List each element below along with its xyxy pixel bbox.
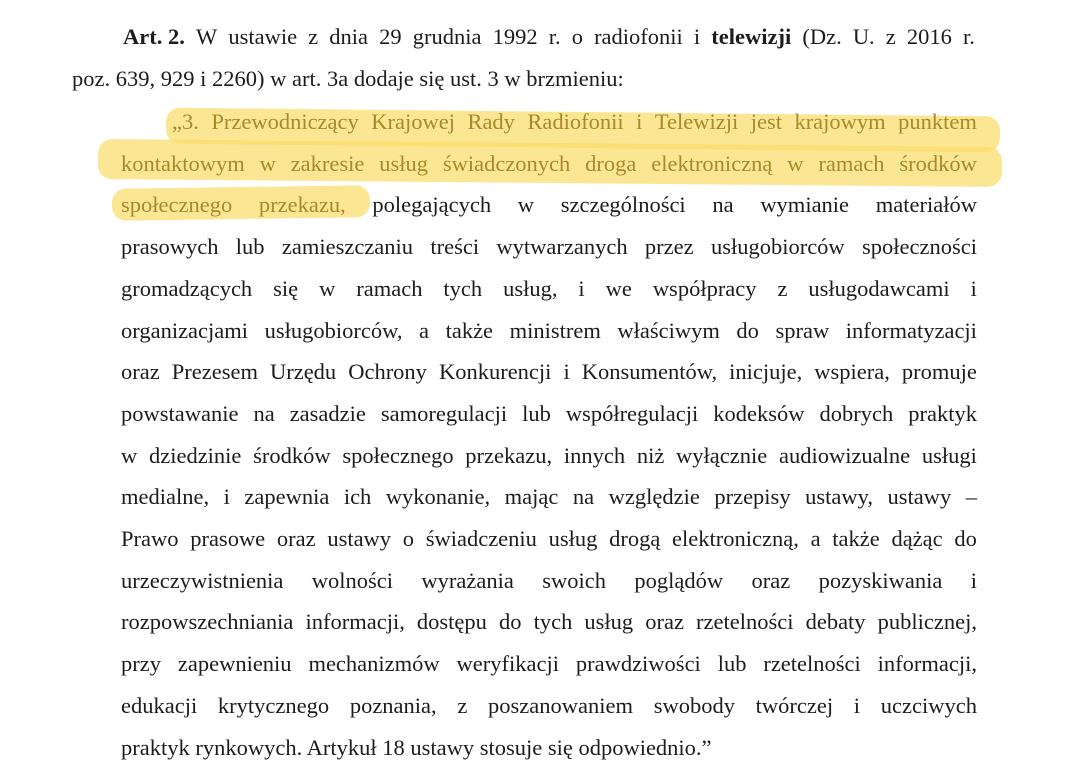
amendment-word: w <box>259 150 276 176</box>
article-intro-line-2: poz. 639, 929 i 2260) w art. 3a dodaje się ust. 3 w brzmieniu: <box>72 66 624 91</box>
intro-word: grudnia <box>412 24 482 49</box>
intro-word: ustawie <box>228 24 298 49</box>
amendment-word: we <box>605 275 632 301</box>
amendment-word: prasowe <box>190 526 266 551</box>
amendment-word: poglądów <box>634 567 724 593</box>
amendment-word: informacji, <box>305 609 405 635</box>
amendment-line <box>121 316 977 346</box>
amendment-word: szczególności <box>560 192 686 218</box>
amendment-word: tych <box>443 275 483 301</box>
amendment-word: także <box>445 317 494 343</box>
amendment-word: społeczności <box>862 234 977 260</box>
amendment-word: do <box>736 317 759 343</box>
amendment-line <box>121 482 977 512</box>
amendment-line <box>121 232 977 262</box>
amendment-word: – <box>965 484 977 510</box>
amendment-word: oraz <box>121 359 160 385</box>
amendment-word: dobrych <box>819 400 894 426</box>
amendment-word: rzetelności <box>763 651 861 677</box>
amendment-word: Radiofonii <box>527 109 624 134</box>
amendment-word: powstawanie <box>121 400 239 426</box>
amendment-word: oraz <box>276 526 316 551</box>
amendment-word: i <box>578 275 585 301</box>
amendment-word: droga <box>585 150 637 176</box>
amendment-word: właściwym <box>617 317 720 343</box>
amendment-word: Prezesem <box>171 359 258 385</box>
amendment-word: krytycznego <box>217 692 330 718</box>
amendment-word: usługobiorców <box>710 234 845 260</box>
amendment-word: dążąc <box>891 526 943 551</box>
amendment-line <box>121 607 977 637</box>
amendment-word: swoich <box>542 567 606 593</box>
intro-word: telewizji <box>711 24 792 49</box>
amendment-word: treści <box>430 234 480 260</box>
amendment-word: Konsumentów, <box>581 359 718 385</box>
amendment-word: audiowizualne <box>778 442 911 468</box>
amendment-word: krajowym <box>794 109 886 134</box>
intro-word: i <box>693 24 701 49</box>
amendment-word: przekazu, <box>465 442 553 468</box>
amendment-word: z <box>777 275 788 301</box>
amendment-word: jest <box>750 109 782 134</box>
amendment-line <box>121 149 977 179</box>
amendment-word: prasowych <box>121 234 219 260</box>
amendment-word: zasadzie <box>289 400 366 426</box>
amendment-word: ministrem <box>509 317 601 343</box>
intro-word: radiofonii <box>594 24 683 49</box>
amendment-word: także <box>832 526 880 551</box>
amendment-word: na <box>253 400 275 426</box>
amendment-word: do <box>499 609 522 635</box>
amendment-word: Przewodniczący <box>211 109 359 134</box>
amendment-word: dostępu <box>416 609 487 635</box>
amendment-word: informacji, <box>877 651 977 677</box>
amendment-line <box>121 274 977 304</box>
amendment-word: ramach <box>356 275 423 301</box>
amendment-word: materiałów <box>875 192 977 218</box>
intro-word: z <box>308 24 319 49</box>
amendment-word: Ochrony <box>348 359 427 385</box>
intro-word: 29 <box>379 24 402 49</box>
amendment-word: praktyk <box>908 400 977 426</box>
amendment-word: w <box>319 275 336 301</box>
amendment-word: usług, <box>503 275 558 301</box>
amendment-word: o <box>402 526 415 551</box>
amendment-word: środków <box>899 150 977 176</box>
amendment-word: „3. <box>172 109 199 134</box>
amendment-word: usługobiorców, <box>264 317 403 343</box>
amendment-word: Konkurencji <box>438 359 552 385</box>
amendment-line <box>121 691 977 721</box>
amendment-word: kodeksów <box>713 400 805 426</box>
amendment-word: rozpowszechniania <box>121 609 294 635</box>
intro-word: r. <box>963 24 975 49</box>
amendment-word: z <box>457 692 468 718</box>
amendment-word: w <box>517 192 535 218</box>
amendment-line <box>121 649 977 679</box>
amendment-word: innych <box>563 442 626 468</box>
amendment-word: ustawy <box>327 526 392 551</box>
amendment-word: uczciwych <box>880 692 977 718</box>
intro-word: r. <box>548 24 561 49</box>
amendment-word: i <box>853 692 861 718</box>
amendment-word: Krajowej <box>371 109 455 134</box>
article-title: Art. 2. <box>123 24 185 49</box>
amendment-word: polegających <box>372 192 492 218</box>
amendment-line <box>121 566 977 596</box>
amendment-word: usług <box>379 150 428 176</box>
amendment-word: elektroniczną <box>651 150 773 176</box>
amendment-word: dziedzinie <box>148 442 242 468</box>
amendment-word: usług <box>584 609 634 635</box>
amendment-word: punktem <box>898 109 977 134</box>
amendment-word: mechanizmów <box>308 651 440 677</box>
amendment-word: gromadzących <box>121 275 253 301</box>
amendment-line <box>121 190 977 220</box>
amendment-word: debaty <box>805 609 866 635</box>
amendment-word: zapewnia <box>244 484 330 510</box>
amendment-word: usługi <box>921 442 977 468</box>
amendment-word: Urzędu <box>269 359 337 385</box>
amendment-word: pozyskiwania <box>818 567 943 593</box>
amendment-word: i <box>636 109 643 134</box>
amendment-word: Rady <box>467 109 515 134</box>
amendment-line <box>121 399 977 429</box>
amendment-word: twórczej <box>755 692 834 718</box>
amendment-word: inicjuje, <box>729 359 803 385</box>
amendment-word: poszanowaniem <box>488 692 633 718</box>
intro-word: (Dz. <box>802 24 842 49</box>
amendment-word: niż <box>636 442 665 468</box>
amendment-word: lub <box>717 651 747 677</box>
amendment-line <box>121 357 977 387</box>
intro-word: W <box>195 24 218 49</box>
amendment-word: swobody <box>653 692 735 718</box>
amendment-word: się <box>273 275 299 301</box>
amendment-word: społecznego <box>121 192 233 218</box>
amendment-word: współregulacji <box>565 400 699 426</box>
intro-word: U. <box>852 24 875 49</box>
amendment-word: oraz <box>751 567 791 593</box>
amendment-word: świadczeniu <box>425 526 537 551</box>
amendment-word: elektroniczną, <box>672 526 799 551</box>
amendment-word: oraz <box>645 609 684 635</box>
amendment-word: publicznej, <box>877 609 977 635</box>
intro-word: dnia <box>329 24 369 49</box>
amendment-word: usług <box>548 526 598 551</box>
amendment-word: wytwarzanych <box>496 234 628 260</box>
amendment-word: promuje <box>901 359 977 385</box>
intro-word: z <box>885 24 896 49</box>
amendment-word: Prawo <box>121 526 179 551</box>
amendment-word: ustawy <box>887 484 952 510</box>
amendment-word: weryfikacji <box>456 651 559 677</box>
amendment-word: kontaktowym <box>121 150 245 176</box>
amendment-word: przy <box>121 651 161 677</box>
intro-word: 2016 <box>906 24 952 49</box>
amendment-word: wyłącznie <box>676 442 768 468</box>
amendment-word: wykonanie, <box>385 484 491 510</box>
amendment-word: społecznego <box>342 442 454 468</box>
amendment-word: Telewizji <box>654 109 739 134</box>
amendment-last-line: praktyk rynkowych. Artykuł 18 ustawy stosuje się odpowiednio.” <box>121 734 712 760</box>
amendment-word: ramach <box>818 150 885 176</box>
amendment-word: wymianie <box>760 192 850 218</box>
amendment-line <box>121 441 977 471</box>
amendment-word: poznania, <box>349 692 437 718</box>
amendment-word: współpracy <box>652 275 757 301</box>
amendment-word: wolności <box>311 567 394 593</box>
amendment-word: przepisy <box>714 484 791 510</box>
amendment-word: lub <box>235 234 265 260</box>
amendment-word: edukacji <box>121 692 198 718</box>
amendment-word: samoregulacji <box>380 400 508 426</box>
amendment-word: na <box>572 484 595 510</box>
amendment-word: świadczonych <box>442 150 571 176</box>
amendment-word: organizacjami <box>121 317 249 343</box>
amendment-line <box>172 107 977 137</box>
amendment-word: do <box>954 526 977 551</box>
amendment-word: przez <box>644 234 694 260</box>
amendment-word: a <box>810 526 821 551</box>
amendment-word: w <box>121 442 138 468</box>
amendment-word: ich <box>343 484 372 510</box>
amendment-word: i <box>563 359 570 385</box>
amendment-word: zamieszczaniu <box>281 234 414 260</box>
amendment-word: wyrażania <box>421 567 514 593</box>
amendment-word: środków <box>253 442 331 468</box>
amendment-word: ustawy, <box>805 484 873 510</box>
intro-word: 1992 <box>492 24 538 49</box>
amendment-word: wspiera, <box>814 359 890 385</box>
intro-word: o <box>571 24 583 49</box>
amendment-word: prawdziwości <box>575 651 701 677</box>
amendment-word: medialne, <box>121 484 210 510</box>
article-intro-line-1 <box>123 22 975 52</box>
amendment-word: mając <box>504 484 559 510</box>
amendment-word: w <box>787 150 804 176</box>
amendment-word: i <box>970 567 977 593</box>
amendment-word: lub <box>522 400 551 426</box>
amendment-word: urzeczywistnienia <box>121 567 284 593</box>
amendment-word: zakresie <box>290 150 365 176</box>
amendment-word: rzetelności <box>696 609 794 635</box>
amendment-word: spraw <box>775 317 830 343</box>
amendment-word: na <box>712 192 734 218</box>
amendment-word: względzie <box>608 484 700 510</box>
amendment-word: informatyzacji <box>845 317 977 343</box>
amendment-word: a <box>419 317 430 343</box>
amendment-word: drogą <box>609 526 661 551</box>
amendment-word: i <box>970 275 977 301</box>
amendment-word: przekazu, <box>258 192 346 218</box>
amendment-line <box>121 524 977 554</box>
amendment-word: zapewnieniu <box>177 651 292 677</box>
amendment-word: tych <box>533 609 573 635</box>
amendment-word: i <box>223 484 230 510</box>
amendment-word: usługodawcami <box>808 275 950 301</box>
